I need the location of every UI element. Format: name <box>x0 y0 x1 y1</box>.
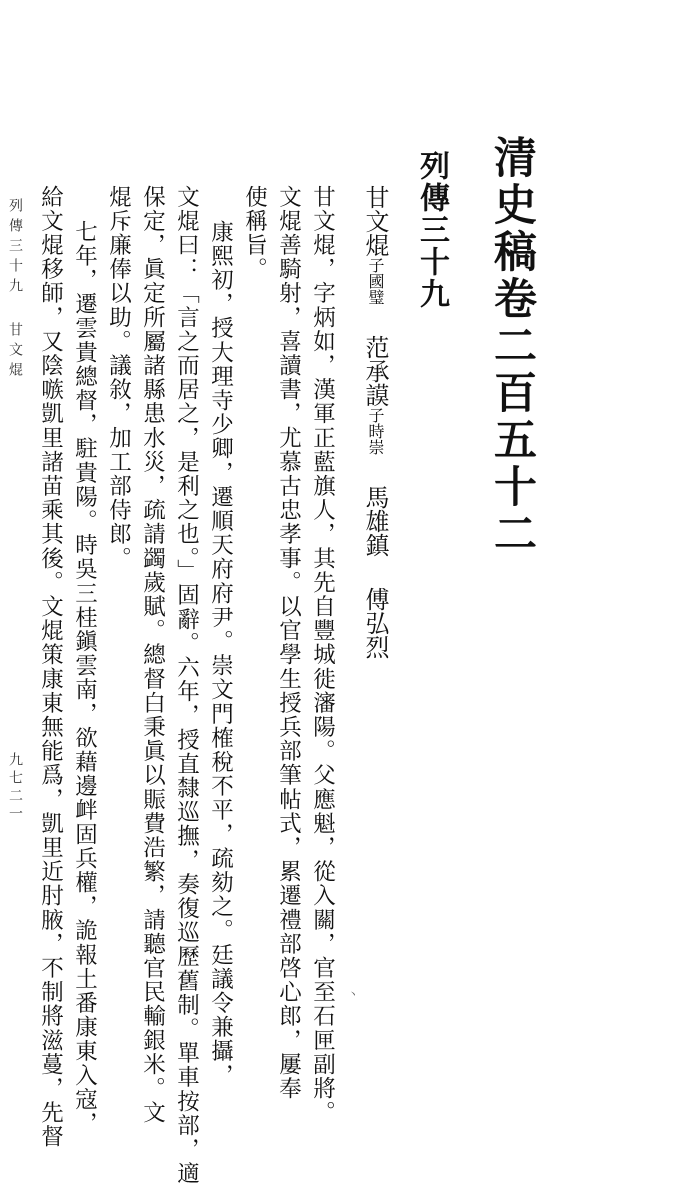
body-column-1: 甘文焜，字炳如，漢軍正藍旗人，其先自豐城徙瀋陽。父應魁，從入關，官至石匣副將。 <box>309 185 336 1125</box>
name-fan-chengmo-appendix: 子時崇 <box>366 407 385 455</box>
name-fan-chengmo: 范承謨 <box>361 335 389 407</box>
name-ma-xiongzhen: 馬雄鎮 <box>361 485 389 557</box>
volume-title: 清史稿卷二百五十二 <box>487 135 537 558</box>
name-gan-wenkun-appendix: 子國璧 <box>366 257 385 305</box>
name-gan-wenkun: 甘文焜 <box>361 185 389 257</box>
body-column-9: 給文焜移師，又陰嗾凱里諸苗乘其後。文焜策康東無能爲，凱里近肘腋，不制將滋蔓，先督 <box>37 185 64 1149</box>
page-number: 九七二一 <box>7 752 23 824</box>
body-column-7: 焜斥廉俸以助。議敘，加工部侍郎。 <box>105 185 132 571</box>
margin-subject-label: 甘文焜 <box>7 322 23 382</box>
body-column-4: 康熙初，授大理寺少卿，遷順天府府尹。崇文門榷稅不平，疏劾之。廷議令兼攝， <box>207 220 234 1088</box>
chapter-title: 列傳三十九 <box>414 150 449 310</box>
margin-chapter-label: 列傳三十九 <box>7 198 23 298</box>
name-fu-honglie: 傅弘烈 <box>361 587 389 659</box>
biography-names <box>363 185 387 659</box>
body-column-2: 文焜善騎射，喜讀書，尤慕古忠孝事。以官學生授兵部筆帖式，累遷禮部啓心郎，屢奉 <box>275 185 302 1101</box>
body-column-3: 使稱旨。 <box>241 185 268 282</box>
bottom-mark: 丶 <box>348 990 358 1001</box>
body-column-8: 七年，遷雲貴總督，駐貴陽。時吳三桂鎭雲南，欲藉邊衅固兵權，詭報土番康東入寇， <box>71 220 98 1136</box>
body-column-6: 保定，眞定所屬諸縣患水災，疏請蠲歲賦。總督白秉眞以賑費浩繁，請聽官民輸銀米。文 <box>139 185 166 1125</box>
body-column-5: 文焜曰：「言之而居之，是利之也。」固辭。六年，授直隸巡撫，奏復巡歷舊制。單車按部，適 <box>173 185 200 1186</box>
